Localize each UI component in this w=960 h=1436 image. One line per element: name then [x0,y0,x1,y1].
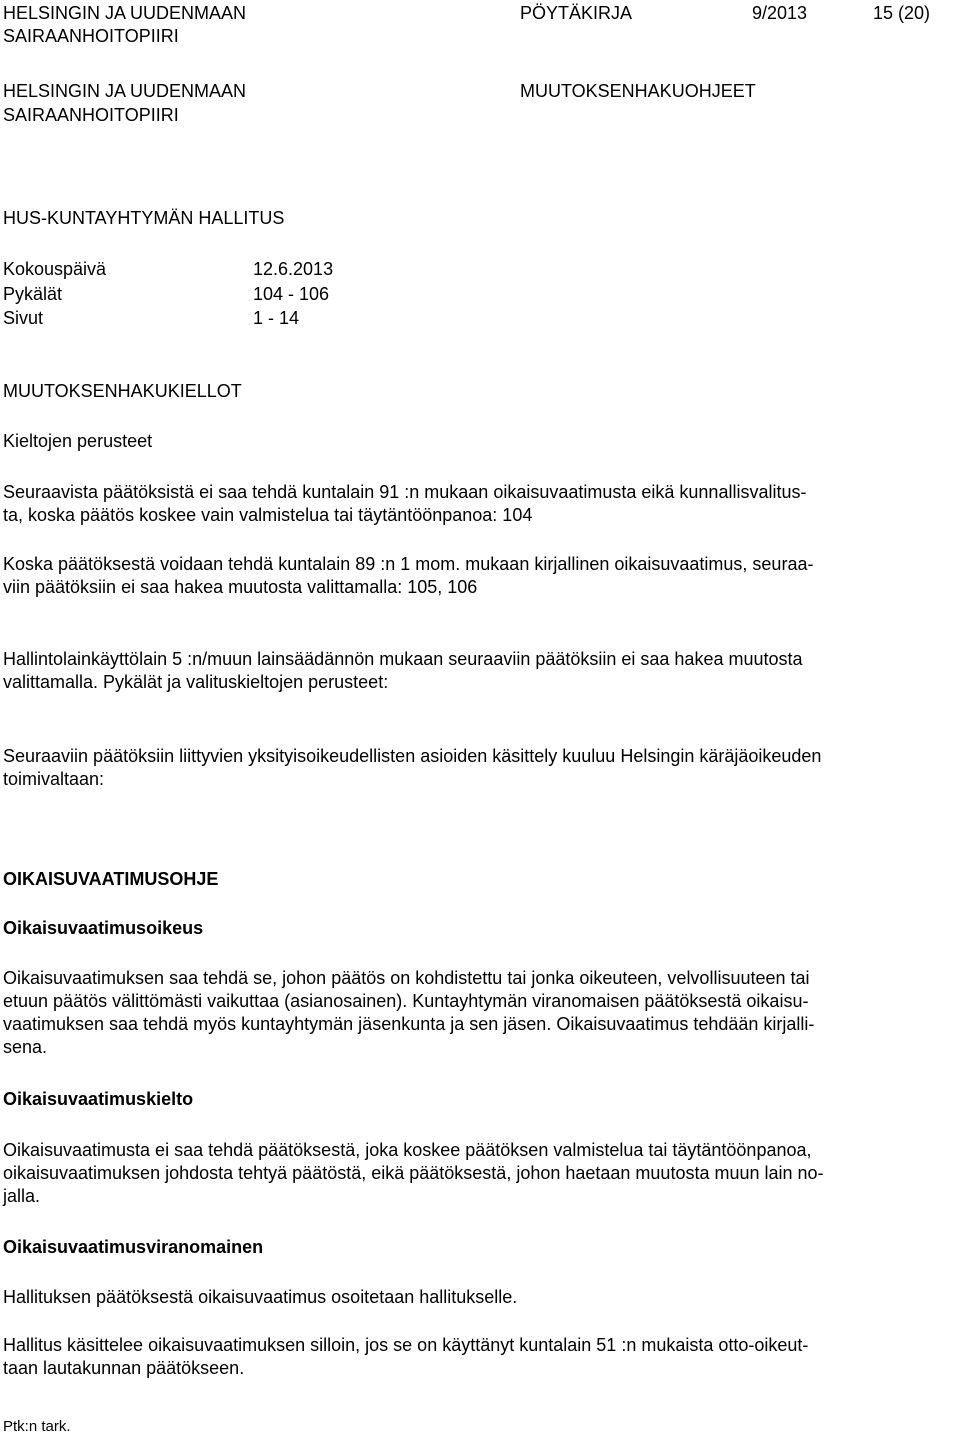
meeting-row-sections [3,283,329,306]
kiellot-subheading: Kieltojen perusteet [3,431,153,451]
viranomainen-heading: Oikaisuvaatimusviranomainen [3,1237,264,1257]
org2-line1: HELSINGIN JA UUDENMAAN [3,81,247,101]
paragraph-line: jalla. [3,1186,41,1206]
header-org-line2: SAIRAANHOITOPIIRI [3,26,179,46]
paragraph-line: taan lautakunnan päätökseen. [3,1358,245,1378]
paragraph-line: viin päätöksiin ei saa hakea muutosta valittamalla: 105, 106 [3,577,478,597]
kiellot-paragraph-4 [3,745,958,791]
paragraph-line: etuun päätös välittömästi vaikuttaa (asianosainen). Kuntayhtymän viranomaisen päätöksestä oikaisu- [3,991,809,1011]
oikeus-heading: Oikaisuvaatimusoikeus [3,918,204,938]
paragraph-line: Hallintolainkäyttölain 5 :n/muun lainsäädännön mukaan seuraaviin päätöksiin ei saa hakea muutosta [3,649,803,669]
meeting-row-date [3,258,333,281]
org2-line2: SAIRAANHOITOPIIRI [3,105,179,125]
meeting-row-label: Sivut [3,308,44,328]
kiellot-paragraph-2 [3,553,958,599]
paragraph-line: toimivaltaan: [3,769,105,789]
kielto-paragraph [3,1139,958,1208]
viranomainen-paragraph-1 [3,1286,958,1309]
meeting-row-pages [3,307,299,330]
header-org-line1: HELSINGIN JA UUDENMAAN [3,3,247,23]
paragraph-line: Koska päätöksestä voidaan tehdä kuntalain 89 :n 1 mom. mukaan kirjallinen oikaisuvaatimus, seuraa- [3,554,814,574]
paragraph-line: Oikaisuvaatimusta ei saa tehdä päätöksestä, joka koskee päätöksen valmistelua tai täytäntöönpanoa, [3,1140,812,1160]
paragraph-line: vaatimuksen saa tehdä myös kuntayhtymän jäsenkunta ja sen jäsen. Oikaisuvaatimus tehdään kirjalli- [3,1014,815,1034]
doc-number: 9/2013 [752,3,808,23]
oikeus-paragraph [3,967,958,1059]
viranomainen-paragraph-2 [3,1334,958,1380]
meeting-row-label: Kokouspäivä [3,259,107,279]
page-info: 15 (20) [873,3,931,23]
paragraph-line: Hallitus käsittelee oikaisuvaatimuksen silloin, jos se on käyttänyt kuntalain 51 :n mukaista otto-oikeut- [3,1335,809,1355]
meeting-row-value: 104 - 106 [253,284,330,304]
meeting-row-label: Pykälät [3,284,63,304]
paragraph-line: oikaisuvaatimuksen johdosta tehtyä päätöstä, eikä päätöksestä, johon haetaan muutosta muun lain no- [3,1163,824,1183]
paragraph-line: Seuraaviin päätöksiin liittyvien yksityisoikeudellisten asioiden käsittely kuuluu Helsingin käräjäoikeuden [3,746,822,766]
ohje-heading: OIKAISUVAATIMUSOHJE [3,869,219,889]
paragraph-line: ta, koska päätös koskee vain valmistelua tai täytäntöönpanoa: 104 [3,505,533,525]
kiellot-heading: MUUTOKSENHAKUKIELLOT [3,381,242,401]
meeting-row-value: 12.6.2013 [253,259,334,279]
paragraph-line: sena. [3,1037,48,1057]
paragraph-line: Oikaisuvaatimuksen saa tehdä se, johon päätös on kohdistettu tai jonka oikeuteen, velvollisuuteen tai [3,968,810,988]
section-title: MUUTOKSENHAKUOHJEET [520,81,756,101]
meeting-row-value: 1 - 14 [253,308,300,328]
meeting-body: HUS-KUNTAYHTYMÄN HALLITUS [3,208,285,228]
kiellot-paragraph-1 [3,481,958,527]
kielto-heading: Oikaisuvaatimuskielto [3,1089,194,1109]
paragraph-line: Hallituksen päätöksestä oikaisuvaatimus osoitetaan hallitukselle. [3,1287,518,1307]
kiellot-paragraph-3 [3,648,958,694]
footer-continuation: Ptk:n tark. [3,1418,71,1435]
paragraph-line: valittamalla. Pykälät ja valituskieltojen perusteet: [3,672,389,692]
paragraph-line: Seuraavista päätöksistä ei saa tehdä kuntalain 91 :n mukaan oikaisuvaatimusta eikä kunnallisvalitus- [3,482,807,502]
doc-type: PÖYTÄKIRJA [520,3,633,23]
